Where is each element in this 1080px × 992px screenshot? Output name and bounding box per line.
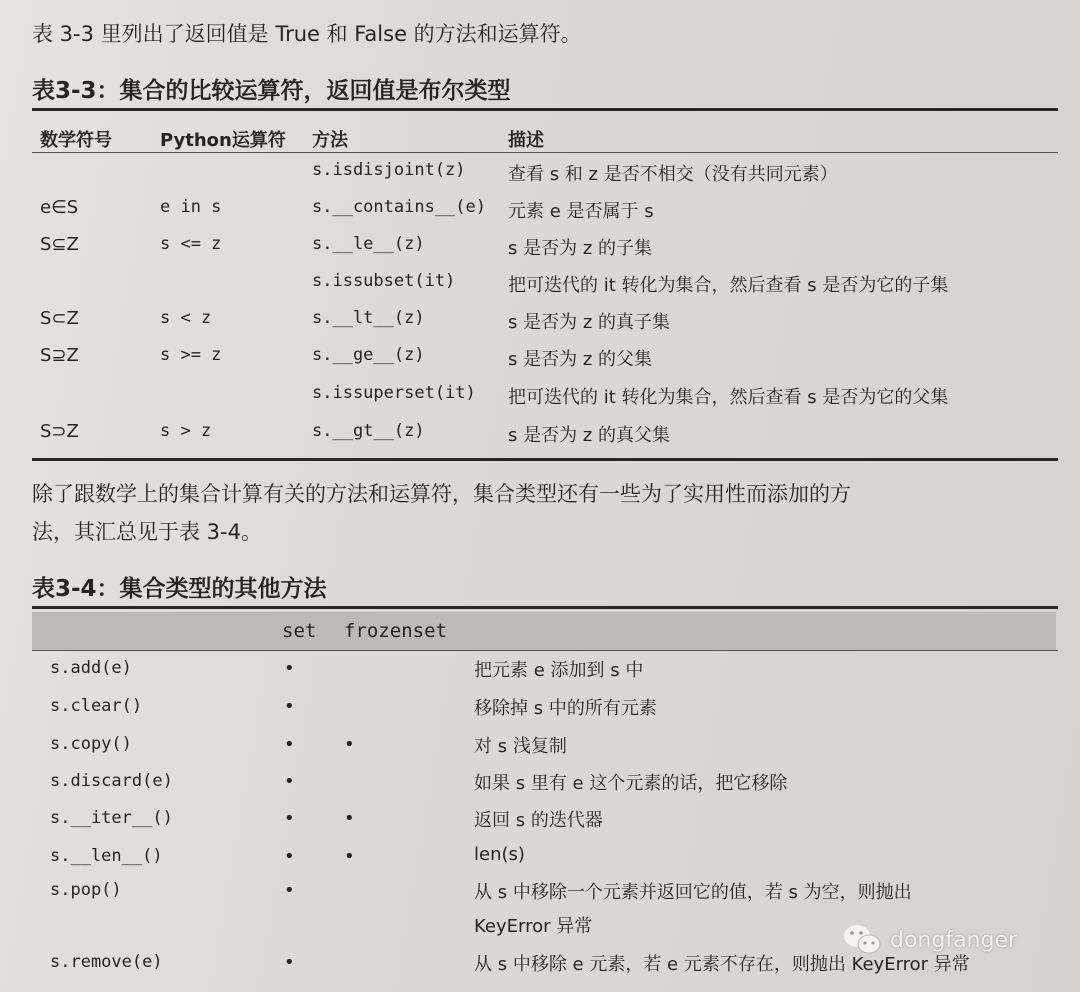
table1-header-rule [32, 152, 1058, 153]
watermark [842, 922, 1017, 958]
table2-cell-method: s.clear() [50, 696, 143, 716]
table2-cell-description: 对 s 浅复制 [474, 736, 567, 757]
table1-cell-method: s.issubset(it) [312, 271, 456, 291]
table1-cell-description: 把可迭代的 it 转化为集合，然后查看 s 是否为它的父集 [508, 387, 949, 408]
table2-cell-frozenset: • [344, 734, 355, 755]
table1-header-method: 方法 [312, 130, 348, 151]
wechat-icon [842, 922, 882, 958]
table1-cell-method: s.__le__(z) [312, 234, 425, 254]
table2-header-set: set [282, 620, 317, 642]
table2-cell-description: 如果 s 里有 e 这个元素的话，把它移除 [474, 773, 788, 794]
table1-cell-python-operator: s < z [160, 308, 212, 328]
table1-cell-description: s 是否为 z 的子集 [508, 238, 652, 259]
table1-cell-method: s.__ge__(z) [312, 345, 425, 365]
table2-header [32, 612, 1056, 650]
table1-header-python: Python运算符 [160, 130, 286, 151]
watermark-text: dongfanger [890, 927, 1018, 953]
table2-cell-set: • [284, 658, 295, 679]
table2-cell-method: s.__iter__() [50, 808, 173, 828]
intro-text: 表 3-3 里列出了返回值是 True 和 False 的方法和运算符。 [32, 22, 582, 46]
table1-cell-python-operator: s <= z [160, 234, 222, 254]
table1-caption: 表3-3：集合的比较运算符，返回值是布尔类型 [32, 78, 511, 104]
table2-header-frozenset: frozenset [344, 620, 447, 642]
table1-cell-method: s.isdisjoint(z) [312, 160, 466, 180]
table2-header-rule [32, 650, 1058, 651]
table1-top-rule [32, 108, 1058, 111]
table1-cell-method: s.__contains__(e) [312, 197, 486, 217]
table1-cell-method: s.issuperset(it) [312, 383, 476, 403]
table2-cell-set: • [284, 952, 295, 973]
table2-cell-method: s.add(e) [50, 658, 132, 678]
table1-cell-math-symbol: e∈S [40, 197, 79, 218]
table2-cell-description: 把元素 e 添加到 s 中 [474, 660, 644, 681]
table1-cell-python-operator: e in s [160, 197, 222, 217]
table2-cell-description: 返回 s 的迭代器 [474, 810, 603, 831]
table2-cell-description: 从 s 中移除一个元素并返回它的值，若 s 为空，则抛出 [474, 882, 912, 903]
table2-cell-method: s.remove(e) [50, 952, 163, 972]
table1-cell-math-symbol: S⊃Z [40, 421, 79, 442]
table2-cell-description: 移除掉 s 中的所有元素 [474, 698, 657, 719]
table2-cell-set: • [284, 734, 295, 755]
table1-cell-python-operator: s > z [160, 421, 212, 441]
table2-cell-set: • [284, 771, 295, 792]
table1-cell-description: 把可迭代的 it 转化为集合，然后查看 s 是否为它的子集 [508, 275, 949, 296]
table1-cell-method: s.__gt__(z) [312, 421, 425, 441]
table2-cell-method: s.pop() [50, 880, 122, 900]
table2-cell-set: • [284, 696, 295, 717]
table2-cell-set: • [284, 808, 295, 829]
table1-header-math: 数学符号 [40, 130, 112, 151]
table2-cell-set: • [284, 880, 295, 901]
table1-cell-description: s 是否为 z 的真父集 [508, 425, 670, 446]
table2-cell-frozenset: • [344, 808, 355, 829]
table1-cell-description: s 是否为 z 的真子集 [508, 312, 670, 333]
table2-cell-frozenset: • [344, 846, 355, 867]
table2-cell-method: s.discard(e) [50, 771, 173, 791]
table1-cell-description: 元素 e 是否属于 s [508, 201, 654, 222]
paragraph-line-2: 法，其汇总见于表 3-4。 [32, 520, 262, 544]
table1-cell-python-operator: s >= z [160, 345, 222, 365]
table1-cell-description: s 是否为 z 的父集 [508, 349, 652, 370]
table2-cell-method: s.copy() [50, 734, 132, 754]
table2-cell-description: len(s) [474, 844, 525, 865]
table1-header-desc: 描述 [508, 130, 544, 151]
table2-top-rule [32, 606, 1058, 609]
paragraph-line-1: 除了跟数学上的集合计算有关的方法和运算符，集合类型还有一些为了实用性而添加的方 [32, 482, 851, 506]
table1-cell-description: 查看 s 和 z 是否不相交（没有共同元素） [508, 164, 838, 185]
table1-cell-math-symbol: S⊆Z [40, 234, 79, 255]
table2-cell-description: 从 s 中移除 e 元素，若 e 元素不存在，则抛出 KeyError 异常 [474, 954, 970, 975]
table2-cell-description-cont: KeyError 异常 [474, 916, 593, 937]
table1-bottom-rule [32, 458, 1058, 461]
table1-cell-method: s.__lt__(z) [312, 308, 425, 328]
table2-caption: 表3-4：集合类型的其他方法 [32, 576, 327, 602]
table1-cell-math-symbol: S⊇Z [40, 345, 79, 366]
table2-cell-set: • [284, 846, 295, 867]
table1-cell-math-symbol: S⊂Z [40, 308, 79, 329]
table2-cell-method: s.__len__() [50, 846, 163, 866]
